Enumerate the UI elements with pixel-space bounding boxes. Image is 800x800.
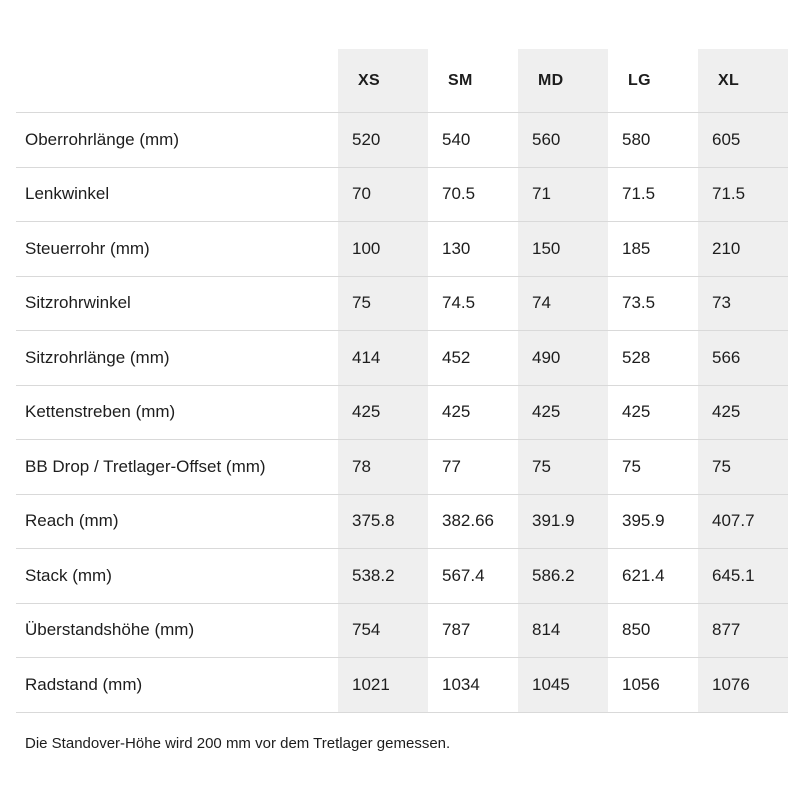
cell-value: 185 — [608, 222, 698, 277]
row-label: Oberrohrlänge (mm) — [16, 113, 338, 168]
row-label: Sitzrohrwinkel — [16, 276, 338, 331]
table-row — [16, 494, 788, 549]
cell-value: 1034 — [428, 658, 518, 713]
cell-value: 1076 — [698, 658, 788, 713]
cell-value: 538.2 — [338, 549, 428, 604]
table-row — [16, 440, 788, 495]
cell-value: 73 — [698, 276, 788, 331]
row-label: Reach (mm) — [16, 494, 338, 549]
cell-value: 528 — [608, 331, 698, 386]
cell-value: 74.5 — [428, 276, 518, 331]
cell-value: 425 — [608, 385, 698, 440]
cell-value: 71.5 — [698, 167, 788, 222]
cell-value: 70 — [338, 167, 428, 222]
cell-value: 645.1 — [698, 549, 788, 604]
cell-value: 75 — [608, 440, 698, 495]
cell-value: 814 — [518, 603, 608, 658]
cell-value: 580 — [608, 113, 698, 168]
table-row — [16, 167, 788, 222]
cell-value: 75 — [518, 440, 608, 495]
cell-value: 605 — [698, 113, 788, 168]
row-label: Sitzrohrlänge (mm) — [16, 331, 338, 386]
geometry-table — [16, 49, 788, 713]
cell-value: 425 — [518, 385, 608, 440]
row-label: Kettenstreben (mm) — [16, 385, 338, 440]
table-row — [16, 658, 788, 713]
cell-value: 100 — [338, 222, 428, 277]
row-label: Lenkwinkel — [16, 167, 338, 222]
row-label: Stack (mm) — [16, 549, 338, 604]
cell-value: 520 — [338, 113, 428, 168]
cell-value: 754 — [338, 603, 428, 658]
cell-value: 877 — [698, 603, 788, 658]
cell-value: 130 — [428, 222, 518, 277]
column-header: XS — [338, 49, 428, 113]
cell-value: 787 — [428, 603, 518, 658]
cell-value: 452 — [428, 331, 518, 386]
cell-value: 71.5 — [608, 167, 698, 222]
cell-value: 1045 — [518, 658, 608, 713]
cell-value: 1021 — [338, 658, 428, 713]
cell-value: 78 — [338, 440, 428, 495]
cell-value: 490 — [518, 331, 608, 386]
cell-value: 75 — [338, 276, 428, 331]
cell-value: 77 — [428, 440, 518, 495]
table-body — [16, 113, 788, 713]
cell-value: 586.2 — [518, 549, 608, 604]
cell-value: 621.4 — [608, 549, 698, 604]
cell-value: 70.5 — [428, 167, 518, 222]
table-row — [16, 549, 788, 604]
header-spacer — [16, 49, 338, 113]
cell-value: 210 — [698, 222, 788, 277]
row-label: Radstand (mm) — [16, 658, 338, 713]
cell-value: 567.4 — [428, 549, 518, 604]
cell-value: 150 — [518, 222, 608, 277]
cell-value: 425 — [338, 385, 428, 440]
cell-value: 71 — [518, 167, 608, 222]
cell-value: 391.9 — [518, 494, 608, 549]
cell-value: 407.7 — [698, 494, 788, 549]
cell-value: 566 — [698, 331, 788, 386]
table-row — [16, 603, 788, 658]
header-row — [16, 49, 788, 113]
cell-value: 414 — [338, 331, 428, 386]
row-label: Überstandshöhe (mm) — [16, 603, 338, 658]
cell-value: 540 — [428, 113, 518, 168]
cell-value: 382.66 — [428, 494, 518, 549]
cell-value: 425 — [428, 385, 518, 440]
column-header: LG — [608, 49, 698, 113]
table-row — [16, 113, 788, 168]
cell-value: 425 — [698, 385, 788, 440]
table-row — [16, 385, 788, 440]
row-label: Steuerrohr (mm) — [16, 222, 338, 277]
cell-value: 74 — [518, 276, 608, 331]
cell-value: 73.5 — [608, 276, 698, 331]
cell-value: 560 — [518, 113, 608, 168]
cell-value: 75 — [698, 440, 788, 495]
table-row — [16, 276, 788, 331]
cell-value: 395.9 — [608, 494, 698, 549]
cell-value: 850 — [608, 603, 698, 658]
table-row — [16, 331, 788, 386]
cell-value: 375.8 — [338, 494, 428, 549]
column-header: SM — [428, 49, 518, 113]
column-header: XL — [698, 49, 788, 113]
table-row — [16, 222, 788, 277]
footnote: Die Standover-Höhe wird 200 mm vor dem Tretlager gemessen. — [25, 734, 451, 752]
column-header: MD — [518, 49, 608, 113]
cell-value: 1056 — [608, 658, 698, 713]
row-label: BB Drop / Tretlager-Offset (mm) — [16, 440, 338, 495]
